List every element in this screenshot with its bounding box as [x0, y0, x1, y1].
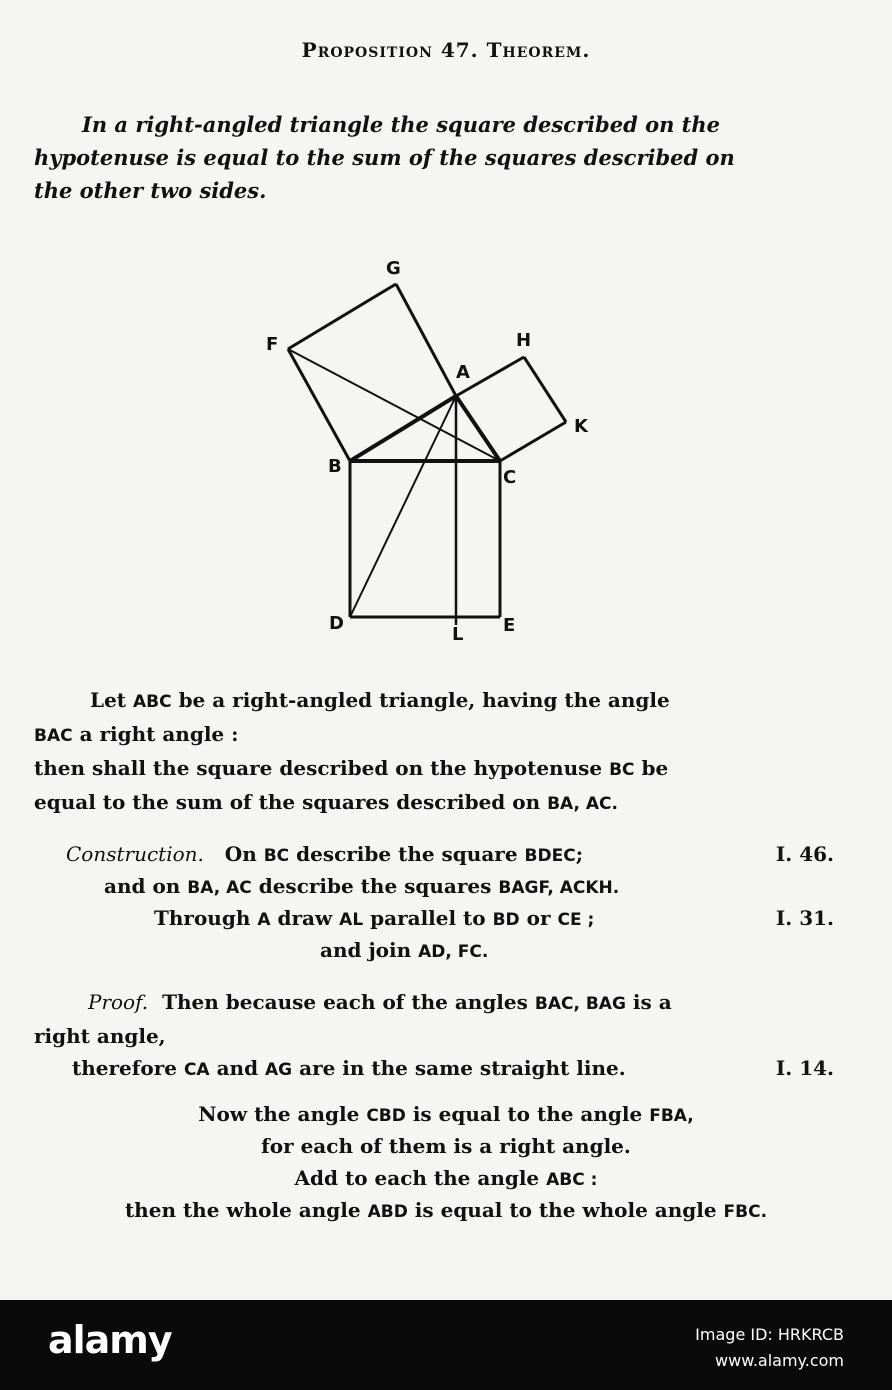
proof-heading: Proof.: [88, 990, 149, 1014]
construction-heading: Construction.: [66, 842, 204, 866]
construction-line-2: and on BA, AC describe the squares BAGF, ACKH.: [104, 874, 620, 898]
edge-KC: [500, 422, 566, 461]
proof-line-2: right angle,: [34, 1024, 166, 1048]
label-G: G: [386, 258, 401, 279]
statement-line-3: then shall the square described on the hypotenuse BC be: [34, 756, 669, 780]
construction-ref-1: I. 46.: [775, 842, 834, 866]
proof-line-3: therefore CA and AG are in the same straight line.: [72, 1056, 626, 1080]
statement-line-2: BAC a right angle :: [34, 722, 239, 746]
alamy-logo: alamy: [48, 1318, 172, 1362]
proof-line-4: Now the angle CBD is equal to the angle FBA,: [198, 1102, 694, 1126]
enunciation-line-3: the other two sides.: [34, 178, 267, 203]
proof-line-5: for each of them is a right angle.: [261, 1134, 631, 1158]
proposition-title: Proposition 47. Theorem.: [301, 38, 591, 62]
stock-footer-bar: [0, 1300, 892, 1390]
construction-line-4: and join AD, FC.: [320, 938, 489, 962]
construction-line-3: Through A draw AL parallel to BD or CE ;: [154, 906, 595, 930]
label-A: A: [456, 362, 470, 383]
label-H: H: [516, 330, 532, 351]
proof-line-1: Proof. Then because each of the angles BAC, BAG is a: [88, 990, 672, 1014]
enunciation-line-1: [34, 108, 834, 141]
edge-GA: [396, 284, 456, 396]
edge-AC: [456, 396, 500, 461]
image-id-block: [695, 1322, 844, 1374]
label-C: C: [503, 467, 517, 488]
label-L: L: [452, 624, 464, 645]
construction-line-1: Construction. On BC describe the square BDEC;: [66, 842, 584, 866]
pythagoras-figure: [0, 240, 892, 660]
construction-ref-3: I. 31.: [775, 906, 834, 930]
edge-HK: [524, 357, 566, 422]
theorem-enunciation: [34, 108, 834, 207]
image-id: Image ID: HRKRCB: [695, 1325, 844, 1344]
enunciation-prefix: In: [82, 112, 108, 137]
enunciation-line-2: hypotenuse is equal to the sum of the squares described on: [34, 145, 735, 170]
edge-FG: [288, 284, 396, 349]
label-F: F: [266, 334, 279, 355]
enunciation-text-1: a right-angled triangle the square described on the: [114, 112, 720, 137]
label-E: E: [503, 615, 516, 636]
proof-line-7: then the whole angle ABD is equal to the whole angle FBC.: [124, 1198, 768, 1222]
site-url: www.alamy.com: [715, 1351, 844, 1370]
label-B: B: [328, 456, 342, 477]
statement-line-1: Let ABC be a right-angled triangle, having the angle: [90, 688, 670, 712]
statement-line-4: equal to the sum of the squares described on BA, AC.: [34, 790, 618, 814]
label-K: K: [574, 416, 588, 437]
label-D: D: [329, 613, 344, 634]
proof-line-6: Add to each the angle ABC :: [294, 1166, 598, 1190]
proof-ref-3: I. 14.: [775, 1056, 834, 1080]
